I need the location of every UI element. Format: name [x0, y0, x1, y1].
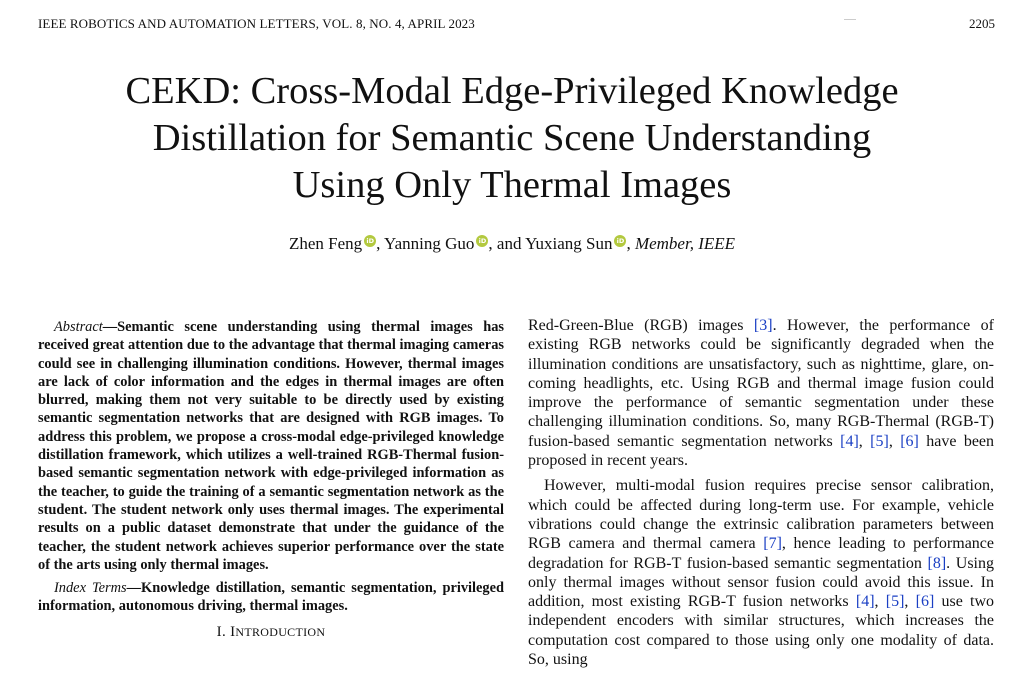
author-separator: , and — [488, 234, 526, 253]
author-name: Yanning Guo — [384, 234, 475, 253]
body-text: , — [888, 432, 901, 450]
orcid-icon[interactable]: iD — [614, 235, 626, 247]
title-line: CEKD: Cross-Modal Edge-Privileged Knowledge — [125, 70, 899, 112]
section-initial: I — [230, 623, 236, 640]
body-text: . Using only thermal images without sensor fusion could avoid this issue. In addition, most existing RGB-T fusion networks — [528, 554, 994, 611]
section-heading — [38, 624, 504, 641]
citation-link[interactable]: [7] — [763, 535, 782, 553]
body-text: , — [858, 432, 871, 450]
citation-link[interactable]: [4] — [855, 593, 875, 611]
right-column — [528, 316, 994, 669]
body-text: , — [904, 593, 916, 611]
running-head: IEEE ROBOTICS AND AUTOMATION LETTERS, VOL. 8, NO. 4, APRIL 2023 — [38, 16, 475, 31]
orcid-icon[interactable]: iD — [476, 235, 488, 247]
paper-title — [0, 68, 1024, 209]
body-text: use two independent encoders with similar structures, which increases the computation cost compared to those using only one modality of data. So, using — [528, 593, 995, 669]
author-separator: , — [376, 234, 385, 253]
index-terms-lead: Index Terms — [54, 580, 127, 597]
body-text: . However, the performance of existing RGB networks could be significantly degraded when the illumination conditions are unsatisfactory, such as nighttime, glare, on-coming headlights, etc. Using RGB and thermal image fusion could improve the performance of semantic segmentation under these challenging illumination conditions. So, many RGB-Thermal (RGB-T) fusion-based semantic segmentation networks — [528, 317, 994, 450]
author-affiliation: Member, IEEE — [634, 234, 736, 253]
body-text: , hence leading to performance degradation for RGB-T fusion-based semantic segmentation — [528, 535, 994, 572]
body-text: have been proposed in recent years. — [528, 432, 995, 470]
orcid-icon[interactable]: iD — [364, 235, 376, 247]
body-text: Red-Green-Blue (RGB) images — [528, 317, 754, 334]
header-mark — [844, 19, 856, 20]
index-terms — [38, 579, 504, 616]
citation-link[interactable]: [8] — [927, 554, 947, 572]
title-line: Using Only Thermal Images — [292, 164, 732, 206]
citation-link[interactable]: [6] — [900, 432, 919, 450]
citation-link[interactable]: [6] — [915, 593, 935, 611]
section-title-rest: NTRODUCTION — [235, 624, 326, 639]
citation-link[interactable]: [5] — [885, 593, 905, 611]
citation-link[interactable]: [5] — [870, 432, 889, 450]
body-paragraph — [528, 476, 994, 669]
body-text: , — [874, 593, 886, 611]
author-name: Zhen Feng — [288, 234, 363, 253]
title-line: Distillation for Semantic Scene Understanding — [152, 117, 872, 159]
abstract-lead: Abstract — [54, 319, 103, 335]
abstract — [38, 318, 504, 574]
author-name: Yuxiang Sun — [525, 234, 613, 253]
author-separator: , — [626, 234, 635, 253]
page-number: 2205 — [969, 16, 995, 31]
section-numeral: I. — [216, 623, 227, 640]
body-paragraph — [528, 316, 994, 470]
index-terms-text: —Knowledge distillation, semantic segmentation, privileged information, autonomous driving, thermal images. — [38, 580, 504, 615]
left-column — [38, 318, 504, 641]
body-text: However, multi-modal fusion requires precise sensor calibration, which could be affected during long-term use. For example, vehicle vibrations could change the extrinsic calibration parameters between RGB camera and thermal camera — [528, 477, 994, 553]
author-list — [0, 234, 1024, 254]
abstract-text: —Semantic scene understanding using thermal images has received great attention due to the advantage that thermal imaging cameras could see in challenging illumination conditions. However, thermal images are lack of color information and the edges in thermal images are often blurred, making them not very suitable to be directly used by existing semantic segmentation networks that are designed with RGB images. To address this problem, we propose a cross-modal edge-privileged knowledge distillation framework, which utilizes a well-trained RGB-Thermal fusion-based semantic segmentation network with edge-privileged information as the teacher, to guide the training of a semantic segmentation network as the student. The student network only uses thermal images. The experimental results on a public dataset demonstrate that under the guidance of the teacher, the student network achieves superior performance over the state of the arts using only thermal images. — [38, 319, 504, 573]
citation-link[interactable]: [3] — [753, 317, 773, 334]
citation-link[interactable]: [4] — [840, 432, 859, 450]
